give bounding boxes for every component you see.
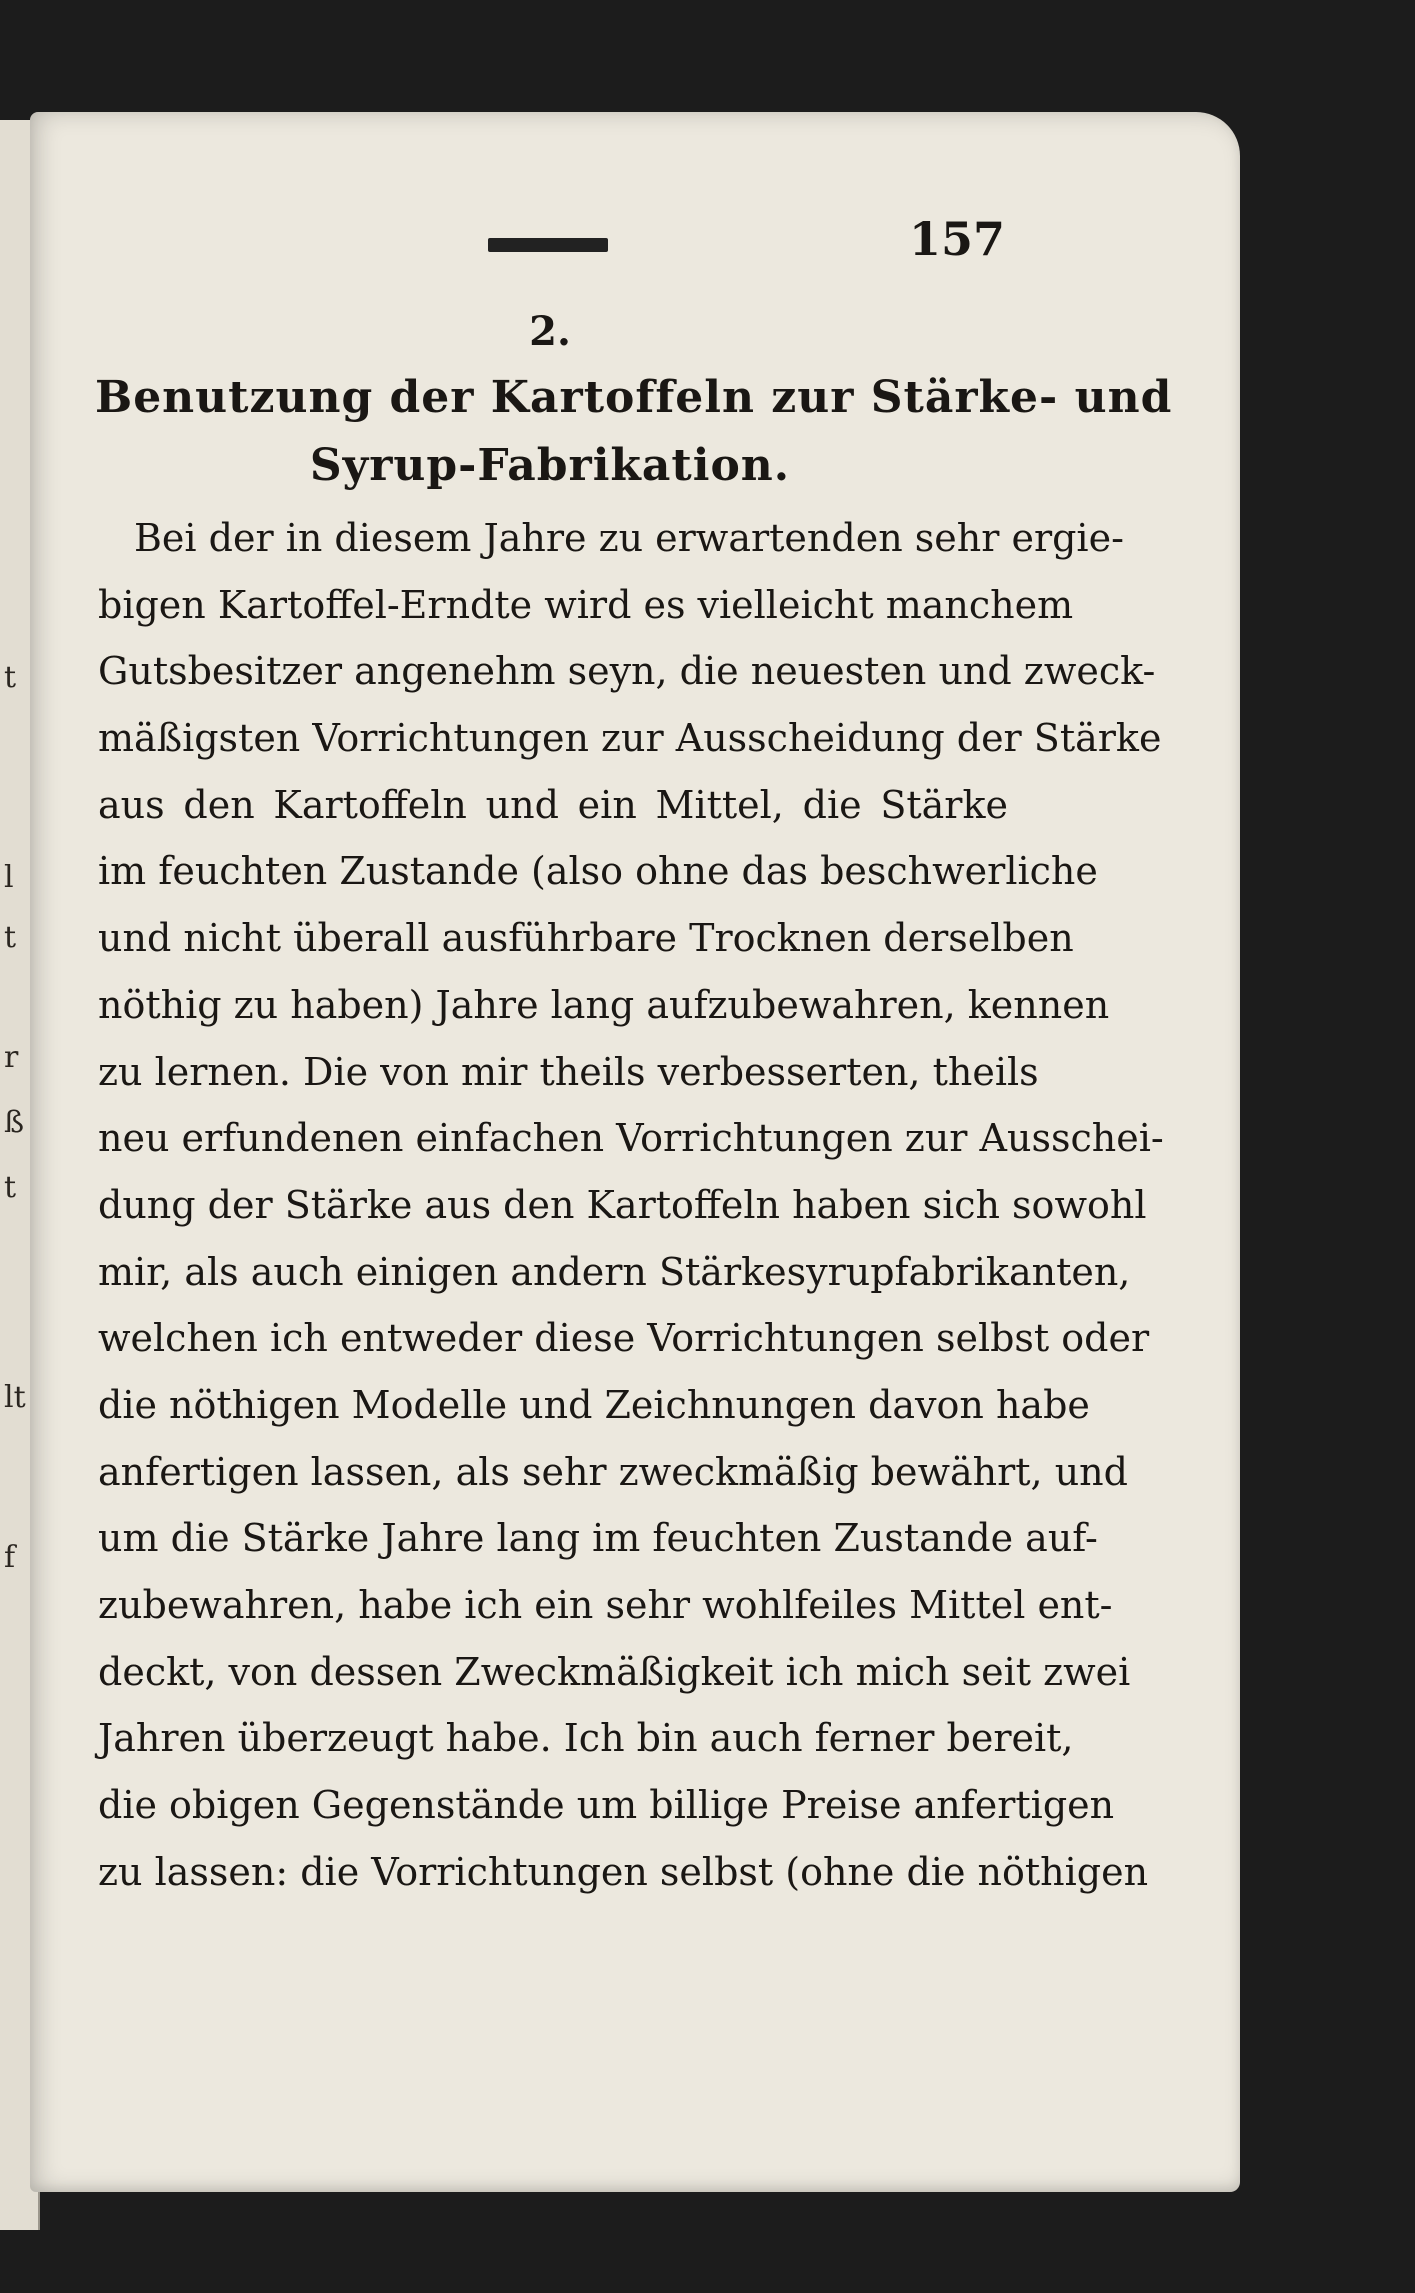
margin-fragment: l: [4, 860, 14, 895]
text-line: mäßigsten Vorrichtungen zur Ausscheidung der Stärke: [98, 716, 1162, 761]
text-line: um die Stärke Jahre lang im feuchten Zustande auf-: [98, 1516, 1098, 1561]
text-line: mir, als auch einigen andern Stärkesyrupfabrikanten,: [98, 1249, 1131, 1294]
text-line: im feuchten Zustande (also ohne das beschwerliche: [98, 849, 1098, 894]
text-line: nöthig zu haben) Jahre lang aufzubewahren, kennen: [98, 982, 1110, 1027]
text-line: zu lernen. Die von mir theils verbesserten, theils: [98, 1049, 1039, 1094]
margin-fragment: t: [4, 660, 17, 695]
section-heading-line-1: Benutzung der Kartoffeln zur Stärke- und: [95, 372, 1173, 423]
text-line: und nicht überall ausführbare Trocknen derselben: [98, 916, 1074, 961]
margin-fragment: f: [4, 1540, 16, 1575]
page-number: 157: [908, 212, 1005, 266]
text-line: Jahren überzeugt habe. Ich bin auch ferner bereit,: [98, 1716, 1074, 1761]
text-line: deckt, von dessen Zweckmäßigkeit ich mich seit zwei: [98, 1649, 1131, 1694]
margin-fragment: ß: [4, 1105, 25, 1140]
text-line: bigen Kartoffel-Erndte wird es vielleicht manchem: [98, 582, 1074, 627]
text-line: welchen ich entweder diese Vorrichtungen selbst oder: [98, 1316, 1150, 1361]
text-line: anfertigen lassen, als sehr zweckmäßig bewährt, und: [98, 1449, 1128, 1494]
margin-fragment: r: [4, 1040, 19, 1075]
section-number: 2.: [529, 308, 571, 355]
text-line: die obigen Gegenstände um billige Preise anfertigen: [98, 1783, 1115, 1828]
text-line: Bei der in diesem Jahre zu erwartenden sehr ergie-: [134, 516, 1124, 560]
margin-fragment: t: [4, 920, 17, 955]
margin-fragment: lt: [4, 1380, 26, 1415]
text-line: dung der Stärke aus den Kartoffeln haben sich sowohl: [98, 1182, 1147, 1227]
text-line: aus den Kartoffeln und ein Mittel, die Stärke: [98, 782, 1008, 827]
text-line: Gutsbesitzer angenehm seyn, die neuesten und zweck-: [98, 649, 1156, 694]
header-rule: [488, 238, 608, 252]
section-heading-line-2: Syrup-Fabrikation.: [309, 440, 791, 491]
text-line: zu lassen: die Vorrichtungen selbst (ohne die nöthigen: [98, 1849, 1149, 1894]
text-line: neu erfundenen einfachen Vorrichtungen zur Ausschei-: [98, 1116, 1164, 1161]
text-line: die nöthigen Modelle und Zeichnungen davon habe: [98, 1382, 1090, 1427]
body-paragraph: [98, 505, 1164, 1905]
margin-fragment: t: [4, 1170, 17, 1205]
text-line: zubewahren, habe ich ein sehr wohlfeiles Mittel ent-: [98, 1583, 1113, 1627]
